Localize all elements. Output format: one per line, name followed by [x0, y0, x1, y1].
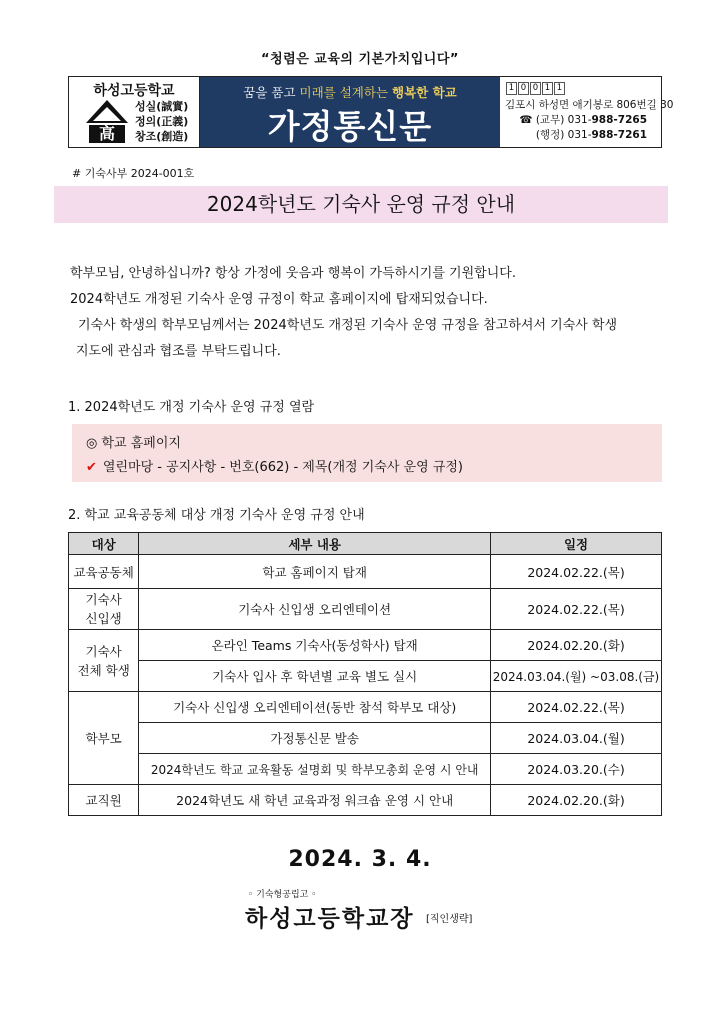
date-cell: 2024.03.04.(월) ~03.08.(금)	[491, 661, 662, 692]
detail-cell: 2024학년도 학교 교육활동 설명회 및 학부모총회 운영 시 안내	[139, 754, 491, 785]
homepage-label: ◎ 학교 홈페이지	[86, 436, 181, 451]
postal-digit: 0	[530, 82, 541, 95]
newsletter-header	[68, 76, 674, 148]
date-cell: 2024.02.22.(목)	[491, 692, 662, 723]
tel-admin	[536, 127, 647, 142]
body-line-1: 학부모님, 안녕하십니까? 항상 가정에 웃음과 행복이 가득하시기를 기원합니다.	[70, 266, 516, 281]
tel-admin-number: 988-7261	[591, 129, 647, 141]
table-row	[69, 661, 662, 692]
document-title: 2024학년도 기숙사 운영 규정 안내	[54, 186, 668, 223]
table-row	[69, 723, 662, 754]
target-cell: 교육공동체	[69, 555, 139, 589]
detail-cell: 가정통신문 발송	[139, 723, 491, 754]
table-row	[69, 754, 662, 785]
title-block	[200, 77, 500, 147]
date-cell: 2024.02.22.(목)	[491, 589, 662, 630]
target-line: 신입생	[85, 611, 122, 626]
postal-digit: 1	[554, 82, 565, 95]
school-block	[69, 77, 200, 147]
date-cell: 2024.03.04.(월)	[491, 723, 662, 754]
tel-academic-label: ☎ (교무) 031-	[519, 114, 592, 126]
postal-digit: 0	[518, 82, 529, 95]
virtue-3: 창조(創造)	[135, 130, 189, 143]
table-header-row	[69, 533, 662, 555]
slogan-part-a: 꿈을 품고	[243, 85, 300, 100]
header-target: 대상	[69, 533, 139, 555]
target-cell	[69, 630, 139, 692]
table-row	[69, 589, 662, 630]
detail-cell: 기숙사 입사 후 학년별 교육 별도 실시	[139, 661, 491, 692]
target-cell: 학부모	[69, 692, 139, 785]
header-date: 일정	[491, 533, 662, 555]
detail-cell: 기숙사 신입생 오리엔테이션	[139, 589, 491, 630]
target-line: 기숙사	[85, 592, 122, 607]
body-line-3: 기숙사 학생의 학부모님께서는 2024학년도 개정된 기숙사 운영 규정을 참고하셔서 기숙사 학생	[78, 318, 618, 333]
slogan-part-b: 미래를 설계하는	[299, 85, 392, 100]
contact-block	[500, 77, 674, 147]
school-logo-icon	[85, 99, 129, 145]
detail-cell: 온라인 Teams 기숙사(동성학사) 탑재	[139, 630, 491, 661]
address: 김포시 하성면 애기봉로 806번길 30	[505, 99, 674, 111]
homepage-path-text: 열린마당 - 공지사항 - 번호(662) - 제목(개정 기숙사 운영 규정)	[102, 460, 463, 475]
table-row	[69, 630, 662, 661]
motto: “청렴은 교육의 기본가치입니다”	[261, 52, 459, 67]
schedule-table	[68, 532, 662, 816]
check-icon: ✔	[86, 460, 97, 475]
tel-academic	[519, 112, 647, 127]
newsletter-title: 가정통신문	[267, 107, 433, 146]
seal-omitted-label: [직인생략]	[426, 914, 473, 925]
section-1-heading: 1. 2024학년도 개정 기숙사 운영 규정 열람	[68, 400, 315, 415]
table-row	[69, 692, 662, 723]
virtues	[135, 99, 188, 144]
slogan	[200, 83, 500, 101]
section-2-heading: 2. 학교 교육공동체 대상 개정 기숙사 운영 규정 안내	[68, 508, 365, 523]
table-row	[69, 555, 662, 589]
date-cell: 2024.03.20.(수)	[491, 754, 662, 785]
table-row	[69, 785, 662, 816]
detail-cell: 기숙사 신입생 오리엔테이션(동반 참석 학부모 대상)	[139, 692, 491, 723]
tel-academic-number: 988-7265	[591, 114, 647, 126]
school-name: 하성고등학교	[93, 83, 175, 99]
date-cell: 2024.02.20.(화)	[491, 630, 662, 661]
target-cell	[69, 589, 139, 630]
logo-char: 高	[98, 124, 116, 143]
postal-digit: 1	[506, 82, 517, 95]
tel-admin-label: (행정) 031-	[535, 129, 592, 141]
target-cell: 교직원	[69, 785, 139, 816]
target-line: 기숙사	[85, 643, 122, 659]
postal-code	[506, 82, 565, 95]
slogan-part-c: 행복한 학교	[392, 85, 457, 100]
virtue-1: 성실(誠實)	[135, 100, 189, 113]
body-line-4: 지도에 관심과 협조를 부탁드립니다.	[76, 344, 281, 359]
postal-digit: 1	[542, 82, 553, 95]
homepage-box	[72, 424, 662, 482]
body-line-2: 2024학년도 개정된 기숙사 운영 규정이 학교 홈페이지에 탑재되었습니다.	[70, 292, 488, 307]
issue-date: 2024. 3. 4.	[288, 847, 432, 872]
school-type-label: ◦ 기숙형공립고 ◦	[248, 890, 317, 900]
homepage-path	[86, 456, 463, 475]
detail-cell: 2024학년도 새 학년 교육과정 워크숍 운영 시 안내	[139, 785, 491, 816]
header-detail: 세부 내용	[139, 533, 491, 555]
target-line: 전체 학생	[77, 662, 130, 678]
document-number: # 기숙사부 2024-001호	[72, 167, 195, 180]
detail-cell: 학교 홈페이지 탑재	[139, 555, 491, 589]
virtue-2: 정의(正義)	[135, 115, 189, 128]
date-cell: 2024.02.22.(목)	[491, 555, 662, 589]
date-cell: 2024.02.20.(화)	[491, 785, 662, 816]
principal-signature: 하성고등학교장	[245, 906, 415, 932]
